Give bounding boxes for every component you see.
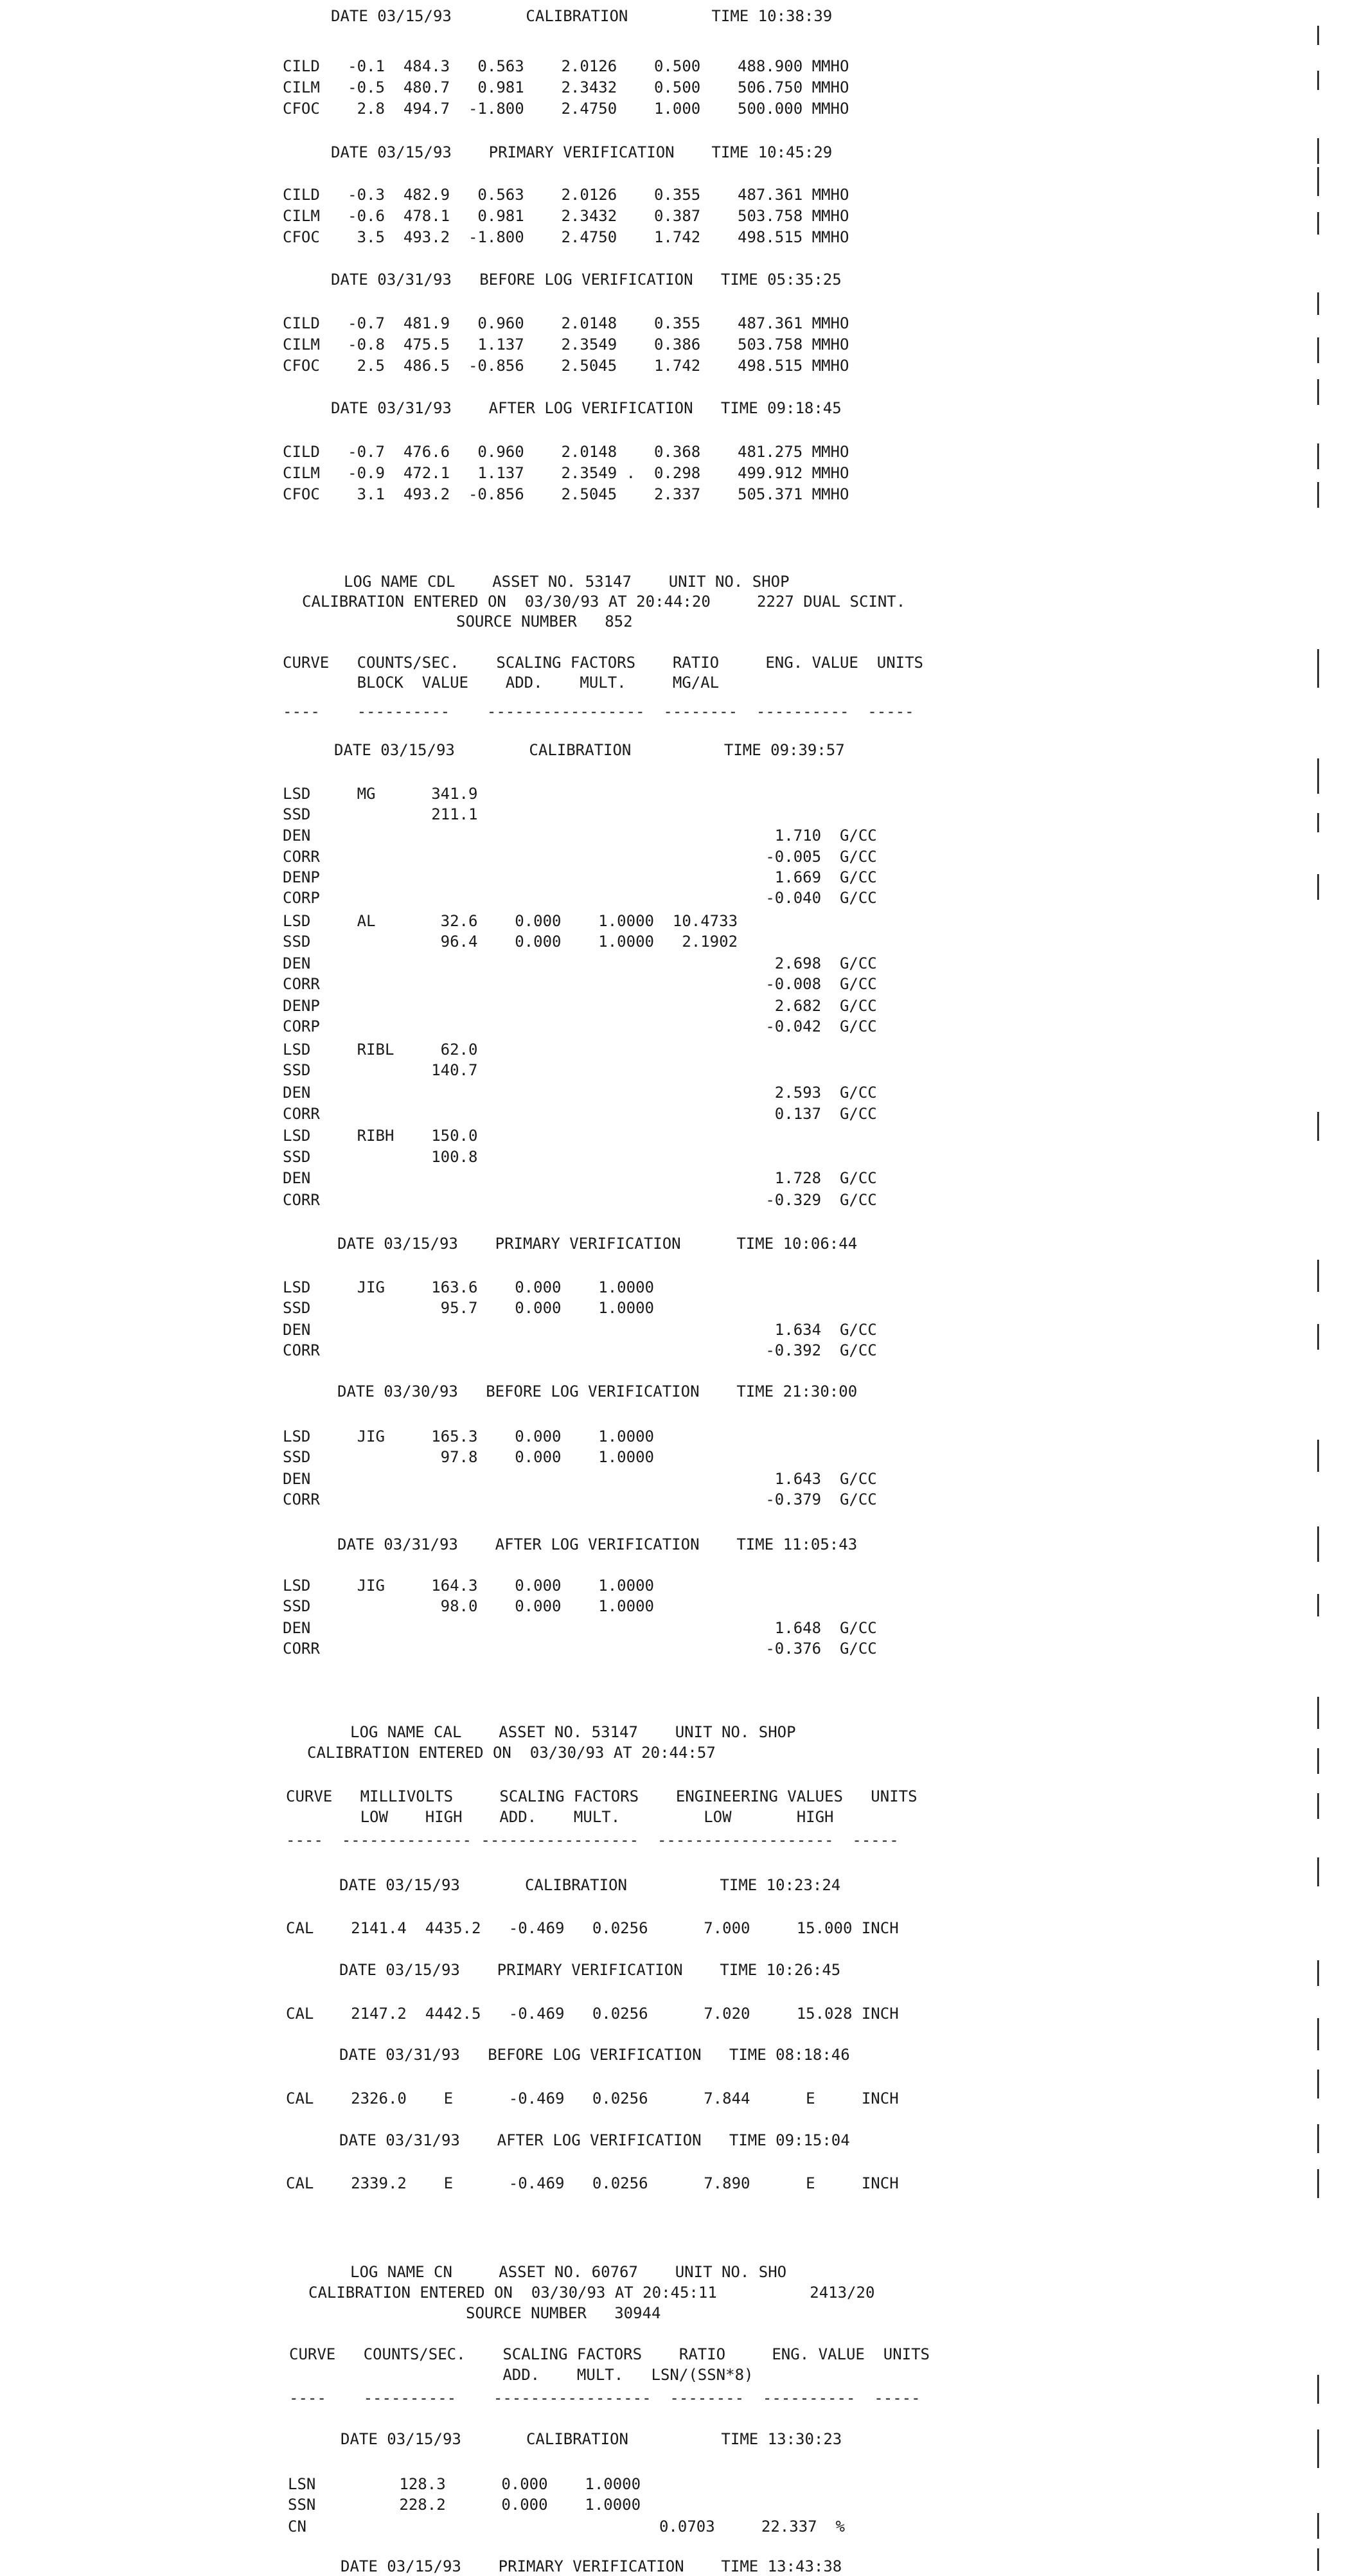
print-line: LSD JIG 165.3 0.000 1.0000	[283, 1427, 654, 1445]
print-line: SSD 98.0 0.000 1.0000	[283, 1597, 654, 1615]
print-line: SOURCE NUMBER 852	[456, 613, 633, 631]
print-line: DEN 1.710 G/CC	[283, 827, 877, 845]
print-line: DEN 1.634 G/CC	[283, 1321, 877, 1339]
print-line: CILM -0.5 480.7 0.981 2.3432 0.500 506.750 MMHO	[283, 78, 849, 96]
print-line: LSD RIBH 150.0	[283, 1127, 478, 1145]
print-line: ---- -------------- ----------------- ------------------- -----	[286, 1831, 899, 1849]
print-line: CILM -0.8 475.5 1.137 2.3549 0.386 503.758 MMHO	[283, 335, 849, 353]
scan-edge-mark	[1317, 1697, 1319, 1729]
print-line: DATE 03/15/93 CALIBRATION TIME 10:38:39	[331, 7, 833, 25]
print-line: BLOCK VALUE ADD. MULT. MG/AL	[283, 674, 720, 692]
print-line: LOG NAME CAL ASSET NO. 53147 UNIT NO. SHOP	[350, 1723, 796, 1741]
scan-edge-mark	[1317, 2513, 1319, 2539]
print-line: LOW HIGH ADD. MULT. LOW HIGH	[286, 1808, 834, 1826]
scan-edge-mark	[1317, 2375, 1319, 2404]
scan-edge-mark	[1317, 1324, 1319, 1350]
print-line: DATE 03/30/93 BEFORE LOG VERIFICATION TIME 21:30:00	[337, 1382, 858, 1400]
print-line: CILM -0.6 478.1 0.981 2.3432 0.387 503.758 MMHO	[283, 207, 849, 225]
print-line: DATE 03/15/93 CALIBRATION TIME 10:23:24	[339, 1876, 841, 1894]
print-line: DEN 2.698 G/CC	[283, 954, 877, 972]
print-line: LOG NAME CDL ASSET NO. 53147 UNIT NO. SHOP	[344, 573, 790, 591]
print-line: CORP -0.042 G/CC	[283, 1017, 877, 1035]
print-line: DEN 2.593 G/CC	[283, 1084, 877, 1102]
print-line: DATE 03/31/93 AFTER LOG VERIFICATION TIME 09:18:45	[331, 399, 842, 417]
print-line: DATE 03/31/93 BEFORE LOG VERIFICATION TIME 05:35:25	[331, 271, 842, 289]
print-line: CN 0.0703 22.337 %	[288, 2518, 845, 2536]
print-line: SSD 96.4 0.000 1.0000 2.1902	[283, 933, 738, 951]
print-line: DATE 03/15/93 PRIMARY VERIFICATION TIME 10:26:45	[339, 1961, 841, 1979]
print-line: DATE 03/15/93 PRIMARY VERIFICATION TIME 10:45:29	[331, 143, 833, 161]
print-line: SSN 228.2 0.000 1.0000	[288, 2496, 641, 2514]
print-line: SOURCE NUMBER 30944	[466, 2304, 661, 2322]
scan-edge-mark	[1317, 443, 1319, 469]
print-line: CORR -0.379 G/CC	[283, 1490, 877, 1508]
scan-edge-mark	[1317, 813, 1319, 832]
print-line: LOG NAME CN ASSET NO. 60767 UNIT NO. SHO	[350, 2263, 787, 2281]
scan-edge-mark	[1317, 2018, 1319, 2050]
scan-edge-mark	[1317, 138, 1319, 164]
scan-edge-mark	[1317, 1857, 1319, 1886]
print-line: CFOC 2.5 486.5 -0.856 2.5045 1.742 498.515 MMHO	[283, 357, 849, 375]
print-line: CAL 2141.4 4435.2 -0.469 0.0256 7.000 15.000 INCH	[286, 1919, 899, 1937]
print-line: CAL 2147.2 4442.5 -0.469 0.0256 7.020 15.028 INCH	[286, 2005, 899, 2023]
print-line: DENP 2.682 G/CC	[283, 997, 877, 1015]
print-line: CALIBRATION ENTERED ON 03/30/93 AT 20:45:11 2413/20	[308, 2284, 875, 2302]
print-line: DATE 03/15/93 PRIMARY VERIFICATION TIME 10:06:44	[337, 1235, 858, 1253]
print-line: CFOC 3.1 493.2 -0.856 2.5045 2.337 505.371 MMHO	[283, 485, 849, 503]
print-line: CILM -0.9 472.1 1.137 2.3549 . 0.298 499.912 MMHO	[283, 464, 849, 482]
print-line: ---- ---------- ----------------- -------- ---------- -----	[283, 702, 914, 720]
scan-edge-mark	[1317, 292, 1319, 315]
print-line: ADD. MULT. LSN/(SSN*8)	[289, 2366, 754, 2384]
scan-edge-mark	[1317, 2070, 1319, 2098]
scan-edge-mark	[1317, 26, 1319, 45]
print-line: CORR 0.137 G/CC	[283, 1105, 877, 1123]
print-line: ---- ---------- ----------------- -------- ---------- -----	[289, 2389, 921, 2407]
print-line: CORR -0.376 G/CC	[283, 1640, 877, 1658]
print-line: LSD JIG 164.3 0.000 1.0000	[283, 1577, 654, 1595]
print-line: CURVE MILLIVOLTS SCALING FACTORS ENGINEERING VALUES UNITS	[286, 1787, 918, 1805]
scan-edge-mark	[1317, 1112, 1319, 1141]
print-line: CORR -0.005 G/CC	[283, 848, 877, 866]
scan-edge-mark	[1317, 1960, 1319, 1986]
print-line: DEN 1.648 G/CC	[283, 1619, 877, 1637]
scan-edge-mark	[1317, 2124, 1319, 2153]
scan-edge-mark	[1317, 1793, 1319, 1819]
print-line: DEN 1.728 G/CC	[283, 1169, 877, 1187]
print-line: DATE 03/31/93 BEFORE LOG VERIFICATION TIME 08:18:46	[339, 2046, 850, 2064]
print-line: CILD -0.1 484.3 0.563 2.0126 0.500 488.900 MMHO	[283, 57, 849, 75]
print-line: CILD -0.7 476.6 0.960 2.0148 0.368 481.275 MMHO	[283, 443, 849, 461]
print-line: DATE 03/15/93 PRIMARY VERIFICATION TIME 13:43:38	[341, 2557, 842, 2575]
scan-edge-mark	[1317, 1748, 1319, 1774]
scan-edge-mark	[1317, 71, 1319, 90]
print-line: LSD AL 32.6 0.000 1.0000 10.4733	[283, 912, 738, 930]
print-line: DATE 03/15/93 CALIBRATION TIME 09:39:57	[334, 741, 845, 759]
print-line: CURVE COUNTS/SEC. SCALING FACTORS RATIO ENG. VALUE UNITS	[289, 2345, 930, 2363]
print-line: DATE 03/31/93 AFTER LOG VERIFICATION TIME 09:15:04	[339, 2131, 850, 2149]
print-line: CFOC 3.5 493.2 -1.800 2.4750 1.742 498.515 MMHO	[283, 228, 849, 246]
print-line: CALIBRATION ENTERED ON 03/30/93 AT 20:44:20 2227 DUAL SCINT.	[302, 593, 906, 611]
print-line: SSD 97.8 0.000 1.0000	[283, 1448, 654, 1466]
scan-edge-mark	[1317, 482, 1319, 508]
scan-edge-mark	[1317, 379, 1319, 405]
print-line: DEN 1.643 G/CC	[283, 1470, 877, 1488]
scan-edge-mark	[1317, 212, 1319, 235]
print-line: SSD 95.7 0.000 1.0000	[283, 1299, 654, 1317]
scan-edge-mark	[1317, 758, 1319, 794]
scan-edge-mark	[1317, 337, 1319, 363]
scan-edge-mark	[1317, 1440, 1319, 1472]
print-line: DATE 03/31/93 AFTER LOG VERIFICATION TIME 11:05:43	[337, 1535, 858, 1553]
print-line: CORP -0.040 G/CC	[283, 889, 877, 907]
print-line: CILD -0.7 481.9 0.960 2.0148 0.355 487.361 MMHO	[283, 314, 849, 332]
print-line: CALIBRATION ENTERED ON 03/30/93 AT 20:44:57	[307, 1744, 716, 1762]
scan-edge-mark	[1317, 167, 1319, 196]
print-line: LSD JIG 163.6 0.000 1.0000	[283, 1278, 654, 1296]
print-line: SSD 140.7	[283, 1061, 478, 1079]
print-line: SSD 211.1	[283, 805, 478, 823]
print-line: CILD -0.3 482.9 0.563 2.0126 0.355 487.361 MMHO	[283, 186, 849, 204]
scan-edge-mark	[1317, 874, 1319, 900]
scan-edge-mark	[1317, 1526, 1319, 1562]
print-line: CORR -0.329 G/CC	[283, 1191, 877, 1209]
print-line: CORR -0.008 G/CC	[283, 975, 877, 993]
print-line: CAL 2326.0 E -0.469 0.0256 7.844 E INCH	[286, 2089, 899, 2107]
scan-edge-mark	[1317, 1594, 1319, 1616]
print-line: CURVE COUNTS/SEC. SCALING FACTORS RATIO ENG. VALUE UNITS	[283, 654, 923, 672]
print-line: SSD 100.8	[283, 1148, 478, 1166]
print-line: LSD RIBL 62.0	[283, 1041, 478, 1059]
print-line: DENP 1.669 G/CC	[283, 868, 877, 886]
scan-edge-mark	[1317, 1260, 1319, 1292]
scan-edge-mark	[1317, 2548, 1319, 2571]
print-line: CORR -0.392 G/CC	[283, 1341, 877, 1359]
print-line: DATE 03/15/93 CALIBRATION TIME 13:30:23	[341, 2430, 842, 2448]
scan-edge-mark	[1317, 2169, 1319, 2198]
scan-edge-mark	[1317, 2429, 1319, 2468]
print-line: LSN 128.3 0.000 1.0000	[288, 2475, 641, 2493]
print-line: LSD MG 341.9	[283, 785, 478, 803]
scan-edge-mark	[1317, 649, 1319, 688]
print-line: CFOC 2.8 494.7 -1.800 2.4750 1.000 500.000 MMHO	[283, 100, 849, 118]
print-line: CAL 2339.2 E -0.469 0.0256 7.890 E INCH	[286, 2174, 899, 2192]
